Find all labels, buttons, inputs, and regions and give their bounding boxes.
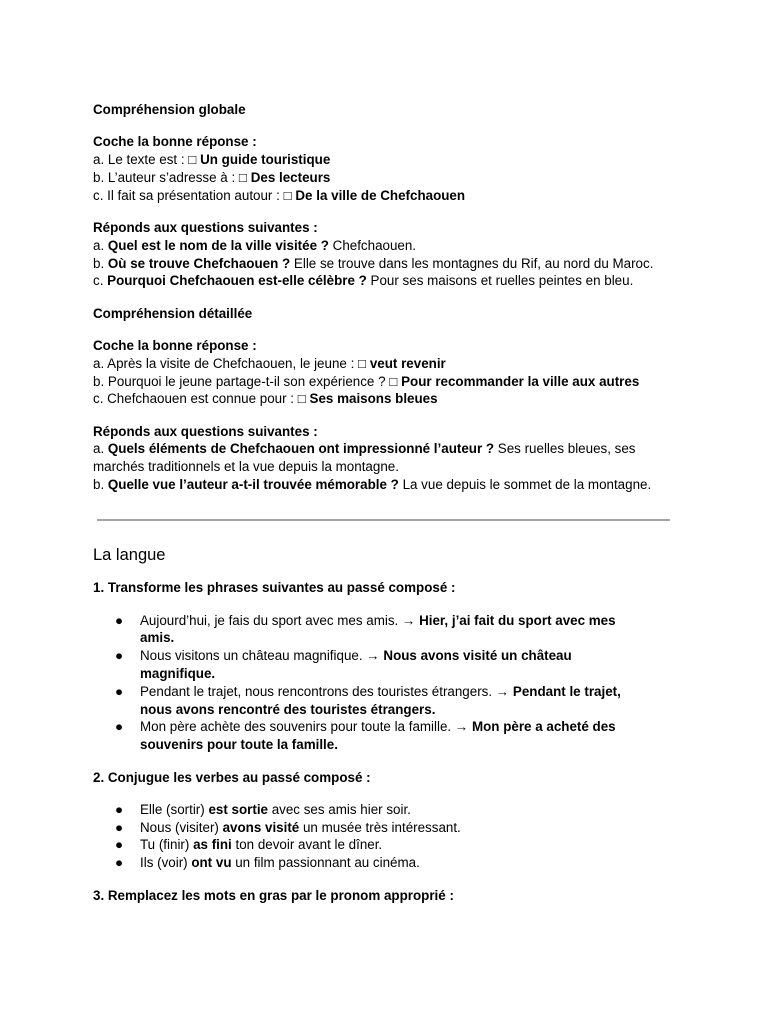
coche-prefix: a. Le texte est : — [93, 152, 189, 168]
sentence-rest: un musée très intéressant. — [299, 819, 461, 835]
horizontal-divider — [97, 519, 670, 521]
conjugated-verb: as fini — [193, 837, 232, 853]
exercise-3-title: 3. Remplacez les mots en gras par le pronom approprié : — [93, 887, 454, 903]
verb-prompt: Elle (sortir) — [140, 801, 209, 817]
list-item — [93, 854, 650, 872]
checkbox-icon: □ — [283, 187, 292, 203]
section-heading-comprehension-detaillee: Compréhension détaillée — [93, 305, 253, 321]
list-item — [93, 819, 650, 837]
answer-text: Elle se trouve dans les montagnes du Rif, au nord du Maroc. — [290, 255, 654, 271]
exercise-1-title: 1. Transforme les phrases suivantes au passé composé : — [93, 580, 456, 596]
sentence-present: Mon père achète des souvenirs pour toute la famille. → — [140, 719, 472, 735]
question-prefix: a. — [93, 441, 108, 457]
sentence-passe-compose: Hier, j’ai fait du sport avec mes amis. — [140, 612, 616, 646]
bullet-icon: ● — [115, 837, 124, 853]
question-item — [93, 272, 683, 290]
list-item — [93, 718, 650, 754]
question-prefix: a. — [93, 237, 108, 253]
checkbox-icon: □ — [389, 373, 398, 389]
bullet-icon: ● — [115, 855, 124, 871]
list-item — [93, 683, 650, 719]
sentence-passe-compose: Pendant le trajet, nous avons rencontré des touristes étrangers. — [140, 683, 621, 717]
checkbox-icon: □ — [188, 152, 197, 168]
checkbox-icon: □ — [238, 169, 247, 185]
sentence-passe-compose: Nous avons visité un château magnifique. — [140, 648, 572, 682]
bullet-icon: ● — [115, 648, 124, 664]
coche-prefix: a. Après la visite de Chefchaouen, le jeune : — [93, 355, 359, 371]
sentence-present: Pendant le trajet, nous rencontrons des touristes étrangers. → — [140, 683, 513, 699]
section-heading-la-langue: La langue — [93, 545, 166, 564]
question-prefix: b. — [93, 477, 108, 493]
coche-answer: Un guide touristique — [200, 152, 331, 168]
conjugated-verb: ont vu — [191, 855, 232, 871]
section-heading-comprehension-globale: Compréhension globale — [93, 102, 246, 117]
bullet-icon: ● — [115, 801, 124, 817]
question-item — [93, 237, 683, 255]
sentence-rest: avec ses amis hier soir. — [268, 801, 411, 817]
coche-heading: Coche la bonne réponse : — [93, 337, 257, 353]
coche-heading: Coche la bonne réponse : — [93, 134, 257, 150]
bullet-icon: ● — [115, 612, 124, 628]
coche-item — [93, 151, 683, 169]
verb-prompt: Ils (voir) — [140, 855, 192, 871]
list-item — [93, 647, 650, 683]
coche-answer: Pour recommander la ville aux autres — [401, 373, 640, 389]
coche-answer: Ses maisons bleues — [309, 391, 438, 407]
list-item — [93, 836, 650, 854]
exercise-1-list — [93, 612, 683, 754]
coche-item — [93, 390, 683, 408]
coche-answer: Des lecteurs — [250, 169, 331, 185]
coche-answer: De la ville de Chefchaouen — [295, 187, 466, 203]
coche-item — [93, 355, 683, 373]
answer-text: La vue depuis le sommet de la montagne. — [398, 477, 652, 493]
sentence-rest: ton devoir avant le dîner. — [231, 837, 383, 853]
verb-prompt: Nous (visiter) — [140, 819, 223, 835]
coche-prefix: b. L’auteur s’adresse à : — [93, 169, 239, 185]
verb-prompt: Tu (finir) — [140, 837, 194, 853]
list-item — [93, 612, 650, 648]
checkbox-icon: □ — [358, 355, 367, 371]
coche-prefix: b. Pourquoi le jeune partage-t-il son expérience ? — [93, 373, 390, 389]
question-item — [93, 476, 683, 494]
coche-item — [93, 187, 683, 205]
conjugated-verb: avons visité — [222, 819, 300, 835]
coche-item — [93, 373, 683, 391]
conjugated-verb: est sortie — [208, 801, 268, 817]
question-text: Pourquoi Chefchaouen est-elle célèbre ? — [107, 273, 367, 289]
answer-text: Ses ruelles bleues, ses marchés traditionnels et la vue depuis la montagne. — [93, 441, 636, 475]
sentence-present: Aujourd’hui, je fais du sport avec mes amis. → — [140, 612, 420, 628]
answer-text: Pour ses maisons et ruelles peintes en bleu. — [366, 273, 634, 289]
question-text: Où se trouve Chefchaouen ? — [107, 255, 291, 271]
bullet-icon: ● — [115, 719, 124, 735]
coche-prefix: c. Chefchaouen est connue pour : — [93, 391, 298, 407]
bullet-icon: ● — [115, 683, 124, 699]
exercise-2-title: 2. Conjugue les verbes au passé composé : — [93, 769, 371, 785]
sentence-rest: un film passionnant au cinéma. — [231, 855, 420, 871]
bullet-icon: ● — [115, 819, 124, 835]
list-item — [93, 801, 650, 819]
sentence-present: Nous visitons un château magnifique. → — [140, 648, 384, 664]
question-item — [93, 440, 683, 476]
question-text: Quelle vue l’auteur a-t-il trouvée mémorable ? — [107, 477, 399, 493]
coche-answer: veut revenir — [369, 355, 446, 371]
reponds-heading: Réponds aux questions suivantes : — [93, 423, 318, 439]
question-text: Quel est le nom de la ville visitée ? — [107, 237, 329, 253]
coche-prefix: c. Il fait sa présentation autour : — [93, 187, 284, 203]
answer-text: Chefchaouen. — [328, 237, 417, 253]
coche-item — [93, 169, 683, 187]
checkbox-icon: □ — [297, 391, 306, 407]
question-prefix: c. — [93, 273, 108, 289]
document-page — [93, 101, 683, 904]
exercise-2-list — [93, 801, 683, 872]
question-text: Quels éléments de Chefchaouen ont impressionné l’auteur ? — [107, 441, 495, 457]
question-prefix: b. — [93, 255, 108, 271]
sentence-passe-compose: Mon père a acheté des souvenirs pour toute la famille. — [140, 719, 616, 753]
reponds-heading: Réponds aux questions suivantes : — [93, 219, 318, 235]
question-item — [93, 255, 683, 273]
